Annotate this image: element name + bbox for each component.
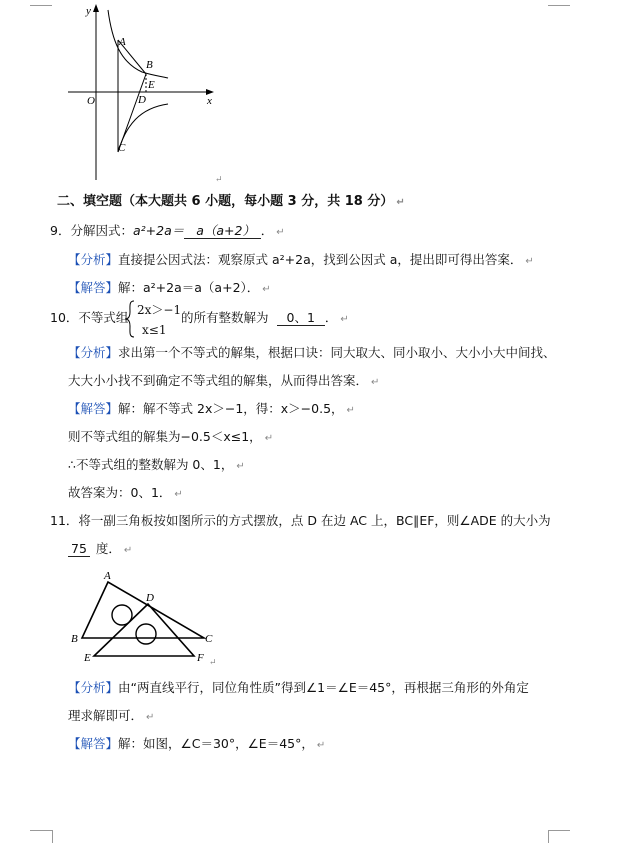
crop-mark-bottom-left-h — [30, 830, 52, 831]
q11-answer: 75 — [68, 541, 90, 557]
crop-mark-bottom-left-v — [52, 830, 53, 843]
question-9 — [50, 223, 285, 241]
q11-analysis-1 — [68, 680, 529, 696]
return-mark: ↵ — [262, 284, 271, 295]
return-mark: ↵ — [123, 545, 133, 556]
q10-inequality-2: x≤1 — [142, 323, 167, 337]
y-axis-arrow — [93, 4, 99, 12]
q9-answer: a（a+2） — [184, 223, 261, 239]
question-11 — [50, 513, 551, 529]
q10-solution-3 — [68, 457, 245, 475]
question-11-line-2 — [68, 541, 132, 559]
q10-solution-2 — [68, 429, 273, 447]
return-mark: ↵ — [316, 740, 326, 751]
hole-circle-2 — [136, 624, 156, 644]
q10-suffix-line — [181, 310, 349, 328]
label-c: C — [205, 633, 213, 645]
q10-analysis-text-2: 大大小小找不到确定不等式组的解集，从而得出答案． — [68, 373, 369, 388]
triangle-abc — [82, 582, 204, 638]
return-mark: ↵ — [215, 174, 223, 184]
q10-answer: 0、1 — [277, 310, 325, 326]
q11-analysis-2 — [68, 708, 154, 726]
return-mark: ↵ — [236, 461, 245, 472]
q11-text-1: 11．将一副三角板按如图所示的方式摆放，点 D 在边 AC 上，BC∥EF，则∠ADE 的大小为 — [50, 513, 551, 528]
label-a: A — [119, 36, 126, 48]
q11-text-2: 度． — [95, 541, 121, 556]
label-f: F — [197, 652, 204, 664]
section-title: 二、填空题（本大题共 6 小题，每小题 3 分，共 18 分） — [57, 194, 394, 209]
solution-tag: 【解答】 — [68, 280, 119, 295]
label-b: B — [146, 59, 153, 71]
return-mark: ↵ — [276, 227, 285, 238]
label-d: D — [138, 94, 146, 106]
analysis-tag: 【分析】 — [68, 345, 119, 360]
hyperbola-branch-lower — [118, 104, 168, 152]
set-squares-figure — [64, 568, 234, 668]
q9-analysis — [68, 252, 534, 270]
crop-mark-top-right-h — [548, 5, 570, 6]
q10-solution-text-1: 解：解不等式 2x＞−1，得：x＞−0.5， — [118, 401, 344, 416]
return-mark: ↵ — [174, 489, 183, 500]
hole-circle-1 — [112, 605, 132, 625]
return-mark: ↵ — [340, 314, 349, 325]
return-mark: ↵ — [371, 377, 380, 388]
segment-bc — [118, 74, 146, 152]
analysis-tag: 【分析】 — [68, 680, 119, 695]
q10-suffix: 的所有整数解为 — [181, 310, 269, 325]
q9-solution — [68, 280, 271, 298]
hyperbola-figure — [60, 0, 230, 185]
q9-analysis-text: 直接提公因式法：观察原式 a²+2a，找到公因式 a，提出即可得出答案． — [118, 252, 523, 267]
return-mark: ↵ — [396, 197, 405, 208]
solution-tag: 【解答】 — [68, 736, 119, 751]
label-e: E — [84, 652, 91, 664]
q10-analysis-text-1: 求出第一个不等式的解集，根据口诀：同大取大、同小取小、大小小大中间找、 — [118, 345, 556, 360]
label-y: y — [86, 5, 91, 17]
q11-solution — [68, 736, 325, 754]
question-10 — [50, 310, 128, 326]
label-x: x — [207, 95, 212, 107]
q10-inequality-1: 2x＞−1 — [137, 303, 182, 317]
return-mark: ↵ — [209, 657, 217, 667]
q11-analysis-text-2: 理求解即可． — [68, 708, 144, 723]
label-b: B — [71, 633, 78, 645]
label-d: D — [146, 592, 154, 604]
q10-analysis-2 — [68, 373, 379, 391]
q9-end: ． — [260, 223, 274, 238]
section-heading — [57, 194, 405, 211]
q10-end: ． — [324, 310, 338, 325]
crop-mark-bottom-right-v — [548, 830, 549, 843]
label-e: E — [148, 79, 155, 91]
analysis-tag: 【分析】 — [68, 252, 119, 267]
label-c: C — [118, 142, 126, 154]
q9-text: 9．分解因式： — [50, 223, 133, 238]
q10-solution-1 — [68, 401, 355, 419]
q11-solution-text: 解：如图，∠C＝30°，∠E＝45°， — [118, 736, 314, 751]
q10-solution-4 — [68, 485, 183, 503]
system-brace — [124, 300, 136, 338]
hyperbola-branch-upper — [108, 10, 168, 78]
q10-solution-text-4: 故答案为：0、1． — [68, 485, 172, 500]
q10-prefix: 10．不等式组 — [50, 310, 129, 325]
return-mark: ↵ — [525, 256, 534, 267]
q9-expr: a²+2a＝ — [132, 223, 185, 238]
return-mark: ↵ — [264, 433, 274, 444]
crop-mark-bottom-right-h — [548, 830, 570, 831]
q10-analysis-1 — [68, 345, 556, 361]
q10-solution-text-2: 则不等式组的解集为−0.5＜x≤1， — [68, 429, 262, 444]
solution-tag: 【解答】 — [68, 401, 119, 416]
triangle-def — [94, 604, 194, 656]
q9-solution-text: 解：a²+2a＝a（a+2）． — [118, 280, 260, 295]
q10-solution-text-3: ∴不等式组的整数解为 0、1， — [68, 457, 234, 472]
return-mark: ↵ — [146, 712, 155, 723]
return-mark: ↵ — [346, 405, 355, 416]
label-o: O — [87, 95, 95, 107]
q11-analysis-text-1: 由“两直线平行，同位角性质”得到∠1＝∠E＝45°，再根据三角形的外角定 — [118, 680, 529, 695]
label-a: A — [104, 570, 111, 582]
crop-mark-top-left-h — [30, 5, 52, 6]
